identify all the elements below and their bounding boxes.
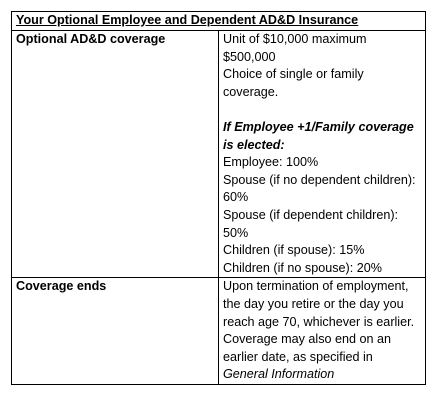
row-details: [219, 31, 426, 278]
unit-text: Unit of $10,000 maximum $500,000: [223, 32, 367, 64]
table-title: Your Optional Employee and Dependent AD&D Insurance: [12, 12, 426, 31]
coverage-item: Children (if no spouse): 20%: [223, 260, 382, 275]
table-row: [12, 278, 426, 385]
general-information-ref: General Information: [223, 367, 335, 382]
coverage-item: Children (if spouse): 15%: [223, 243, 365, 258]
coverage-item: Employee: 100%: [223, 155, 319, 170]
row-label: Optional AD&D coverage: [12, 31, 219, 278]
coverage-item: Spouse (if no dependent children): 60%: [223, 172, 416, 205]
title-row: [12, 12, 426, 31]
coverage-ends-text: Upon termination of employment, the day you retire or the day you reach age 70, whichever is earlier. Coverage may also end on an earlier date, as specified in: [223, 279, 415, 364]
table-row: [12, 31, 426, 278]
choice-text: Choice of single or family coverage.: [223, 67, 364, 99]
spacer: [223, 101, 421, 119]
election-heading: If Employee +1/Family coverage is elected:: [223, 119, 414, 152]
row-details: [219, 278, 426, 385]
coverage-item: Spouse (if dependent children): 50%: [223, 207, 399, 240]
insurance-table: [11, 11, 426, 385]
row-label: Coverage ends: [12, 278, 219, 385]
